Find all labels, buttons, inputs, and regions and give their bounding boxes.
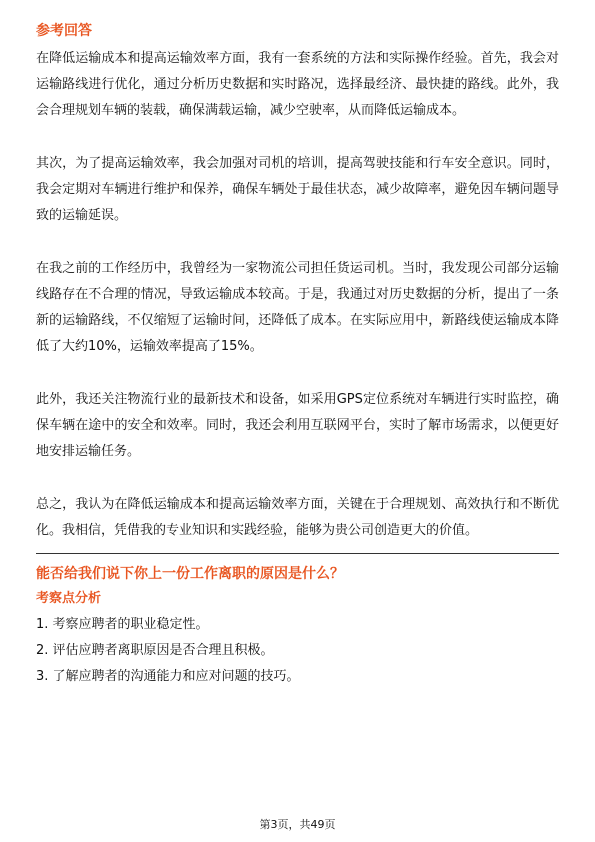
paragraph-spacer [36,465,559,492]
paragraph-spacer [36,229,559,256]
section-divider [36,553,559,554]
answer-paragraph-3: 在我之前的工作经历中，我曾经为一家物流公司担任货运司机。当时，我发现公司部分运输线路存在不合理的情况，导致运输成本较高。于是，我通过对历史数据的分析，提出了一条新的运输路线，不仅缩短了运输时间，还降低了成本。在实际应用中，新路线使运输成本降低了大约10%，运输效率提高了15%。 [36,261,559,354]
paragraph-spacer [36,124,559,151]
analysis-point: 3. 了解应聘者的沟通能力和应对问题的技巧。 [36,669,300,684]
analysis-point: 1. 考察应聘者的职业稳定性。 [36,617,209,632]
answer-paragraph-4: 此外，我还关注物流行业的最新技术和设备，如采用GPS定位系统对车辆进行实时监控，确保车辆在途中的安全和效率。同时，我还会利用互联网平台，实时了解市场需求，以便更好地安排运输任务。 [36,392,559,459]
reference-answer-heading: 参考回答 [36,23,92,39]
answer-paragraph-1: 在降低运输成本和提高运输效率方面，我有一套系统的方法和实际操作经验。首先，我会对运输路线进行优化，通过分析历史数据和实时路况，选择最经济、最快捷的路线。此外，我会合理规划车辆的装载，确保满载运输，减少空驶率，从而降低运输成本。 [36,51,559,118]
interview-question: 能否给我们说下你上一份工作离职的原因是什么？ [36,566,344,582]
paragraph-spacer [36,360,559,387]
answer-paragraph-5: 总之，我认为在降低运输成本和提高运输效率方面，关键在于合理规划、高效执行和不断优化。我相信，凭借我的专业知识和实践经验，能够为贵公司创造更大的价值。 [36,497,559,538]
document-page [36,22,559,690]
analysis-heading: 考察点分析 [36,591,102,606]
page-number: 第3页，共49页 [259,818,336,831]
analysis-point: 2. 评估应聘者离职原因是否合理且积极。 [36,643,274,658]
analysis-list [36,612,559,690]
answer-paragraph-2: 其次，为了提高运输效率，我会加强对司机的培训，提高驾驶技能和行车安全意识。同时，我会定期对车辆进行维护和保养，确保车辆处于最佳状态，减少故障率，避免因车辆问题导致的运输延误。 [36,156,559,223]
